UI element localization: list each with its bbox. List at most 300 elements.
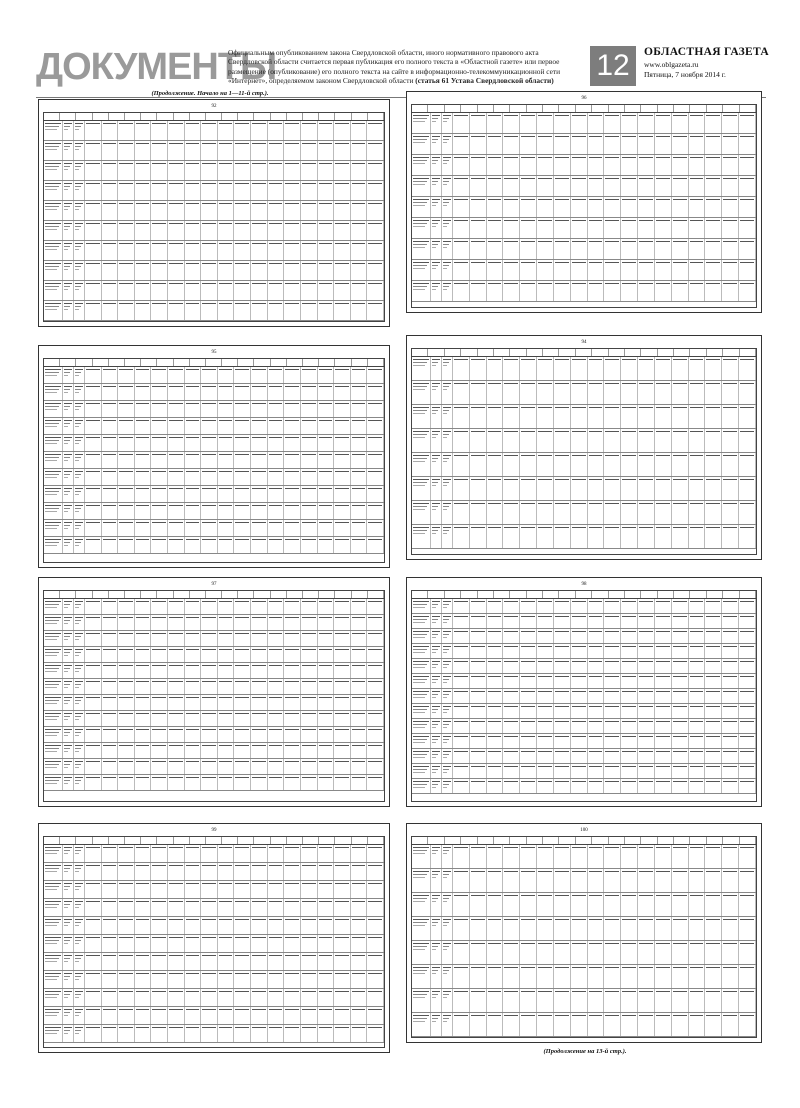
table-cell — [604, 941, 621, 964]
header-cell — [174, 591, 190, 598]
table-cell — [487, 176, 504, 196]
header-cell — [445, 837, 461, 844]
table-cell — [722, 176, 739, 196]
table-cell — [185, 663, 202, 678]
table-cell — [102, 599, 119, 614]
table-cell — [431, 917, 442, 940]
table-cell — [571, 629, 588, 643]
table-cell — [487, 704, 504, 718]
table-cell — [268, 989, 285, 1006]
table-cell — [705, 1013, 722, 1036]
table-cell — [367, 953, 384, 970]
table-cell — [268, 520, 285, 536]
table-row — [412, 869, 756, 893]
table-cell — [554, 779, 571, 793]
table-cell — [604, 525, 621, 548]
table-cell — [318, 384, 335, 400]
table-cell — [520, 674, 537, 688]
table-cell — [503, 197, 520, 217]
table-cell — [301, 599, 318, 614]
table-cell — [442, 599, 453, 613]
table-cell — [367, 881, 384, 898]
table-cell — [185, 161, 202, 180]
table-cell — [268, 695, 285, 710]
table-cell — [135, 899, 152, 916]
header-cell — [641, 591, 657, 598]
table-cell — [588, 689, 605, 703]
table-cell — [102, 435, 119, 451]
header-cell — [157, 591, 173, 598]
table-cell — [168, 953, 185, 970]
table-cell — [442, 965, 453, 988]
table-cell — [487, 614, 504, 628]
table-cell — [412, 134, 431, 154]
table-cell — [102, 520, 119, 536]
table-cell — [520, 155, 537, 175]
table-cell — [722, 599, 739, 613]
table-cell — [672, 779, 689, 793]
table-cell — [284, 599, 301, 614]
table-cell — [118, 469, 135, 485]
table-cell — [168, 201, 185, 220]
table-cell — [74, 301, 85, 320]
table-cell — [672, 644, 689, 658]
header-cell — [707, 105, 723, 112]
table-cell — [151, 1025, 168, 1042]
table-cell — [284, 845, 301, 862]
table-cell — [218, 261, 235, 280]
table-cell — [318, 863, 335, 880]
table-cell — [638, 477, 655, 500]
table-cell — [63, 989, 74, 1006]
table-cell — [453, 845, 470, 868]
table-cell — [44, 384, 63, 400]
table-cell — [251, 141, 268, 160]
table-cell — [470, 917, 487, 940]
table-cell — [118, 261, 135, 280]
table-cell — [44, 971, 63, 988]
table-cell — [85, 759, 102, 774]
header-cell — [510, 837, 526, 844]
table-cell — [118, 1025, 135, 1042]
table-cell — [431, 599, 442, 613]
table-cell — [234, 367, 251, 383]
table-cell — [234, 647, 251, 662]
table-cell — [334, 863, 351, 880]
table-cell — [85, 663, 102, 678]
table-cell — [151, 221, 168, 240]
table-cell — [301, 537, 318, 553]
table-cell — [367, 384, 384, 400]
header-cell — [592, 837, 608, 844]
table-cell — [487, 381, 504, 404]
table-cell — [135, 435, 152, 451]
table-cell — [218, 486, 235, 502]
header-cell — [723, 105, 739, 112]
table-cell — [655, 659, 672, 673]
table-cell — [431, 989, 442, 1012]
table-cell — [367, 679, 384, 694]
table-cell — [537, 501, 554, 524]
table-cell — [151, 181, 168, 200]
table-cell — [85, 679, 102, 694]
table-cell — [739, 405, 756, 428]
table-cell — [151, 935, 168, 952]
table-cell — [638, 869, 655, 892]
header-cell — [510, 105, 526, 112]
table-cell — [234, 469, 251, 485]
table-cell — [621, 113, 638, 133]
table-cell — [351, 301, 368, 320]
table-cell — [85, 452, 102, 468]
header-cell — [44, 591, 60, 598]
table-cell — [453, 704, 470, 718]
table-cell — [689, 429, 706, 452]
table-row — [412, 357, 756, 381]
table-cell — [442, 501, 453, 524]
table-cell — [588, 674, 605, 688]
table-cell — [185, 181, 202, 200]
table-cell — [74, 935, 85, 952]
table-cell — [621, 893, 638, 916]
table-cell — [268, 599, 285, 614]
table-cell — [74, 469, 85, 485]
table-cell — [571, 197, 588, 217]
table-cell — [554, 734, 571, 748]
table-cell — [44, 301, 63, 320]
table-cell — [234, 679, 251, 694]
table-cell — [588, 155, 605, 175]
table-cell — [201, 759, 218, 774]
table-cell — [722, 525, 739, 548]
table-cell — [268, 281, 285, 300]
table-cell — [554, 176, 571, 196]
table-cell — [739, 674, 756, 688]
table-cell — [705, 477, 722, 500]
table-cell — [638, 260, 655, 280]
header-cell — [494, 105, 510, 112]
table-cell — [151, 141, 168, 160]
table-cell — [453, 869, 470, 892]
table-cell — [102, 261, 119, 280]
table-cell — [301, 503, 318, 519]
table-cell — [44, 663, 63, 678]
table-cell — [74, 727, 85, 742]
table-cell — [318, 599, 335, 614]
table-cell — [638, 644, 655, 658]
table-cell — [739, 453, 756, 476]
table-cell — [85, 201, 102, 220]
table-row — [44, 711, 384, 727]
table-cell — [151, 452, 168, 468]
table-cell — [520, 1013, 537, 1036]
table-cell — [74, 161, 85, 180]
table-cell — [442, 893, 453, 916]
header-cell — [238, 359, 254, 366]
paper-url[interactable]: www.oblgazeta.ru — [644, 60, 699, 69]
table-cell — [705, 941, 722, 964]
table-cell — [431, 749, 442, 763]
table-cell — [284, 759, 301, 774]
table-cell — [604, 614, 621, 628]
table-cell — [74, 121, 85, 140]
table-cell — [63, 301, 74, 320]
table-cell — [351, 401, 368, 417]
table-cell — [85, 953, 102, 970]
table-cell — [118, 599, 135, 614]
table-cell — [537, 764, 554, 778]
table-cell — [621, 941, 638, 964]
table-cell — [672, 989, 689, 1012]
table-cell — [520, 614, 537, 628]
table-cell — [689, 614, 706, 628]
table-cell — [318, 953, 335, 970]
table-row — [44, 435, 384, 452]
table-cell — [334, 695, 351, 710]
table-cell — [318, 161, 335, 180]
table-cell — [251, 281, 268, 300]
table-cell — [453, 134, 470, 154]
table-cell — [251, 301, 268, 320]
table-cell — [537, 381, 554, 404]
header-cell — [254, 837, 270, 844]
table-cell — [367, 161, 384, 180]
table-cell — [63, 711, 74, 726]
table-cell — [268, 261, 285, 280]
table-cell — [722, 429, 739, 452]
table-cell — [453, 501, 470, 524]
table-row — [412, 525, 756, 549]
table-cell — [537, 134, 554, 154]
table-cell — [470, 965, 487, 988]
table-cell — [604, 644, 621, 658]
table-cell — [571, 1013, 588, 1036]
table-cell — [234, 486, 251, 502]
table-cell — [739, 917, 756, 940]
table-cell — [118, 917, 135, 934]
table-cell — [351, 711, 368, 726]
header-cell — [287, 359, 303, 366]
table-cell — [168, 775, 185, 790]
table-cell — [351, 161, 368, 180]
table-cell — [301, 663, 318, 678]
table-cell — [351, 775, 368, 790]
table-cell — [168, 727, 185, 742]
table-cell — [604, 764, 621, 778]
table-cell — [318, 486, 335, 502]
table-cell — [85, 469, 102, 485]
table-cell — [118, 384, 135, 400]
table-header — [44, 837, 384, 845]
table-cell — [412, 599, 431, 613]
table-row — [412, 599, 756, 614]
table-cell — [351, 1007, 368, 1024]
table-cell — [470, 989, 487, 1012]
table-row — [44, 469, 384, 486]
table-cell — [520, 779, 537, 793]
table-cell — [503, 155, 520, 175]
table-cell — [284, 241, 301, 260]
table-cell — [218, 452, 235, 468]
header-cell — [543, 349, 559, 356]
table-cell — [74, 1007, 85, 1024]
table-cell — [367, 917, 384, 934]
table-cell — [503, 614, 520, 628]
table-cell — [638, 176, 655, 196]
table-cell — [520, 381, 537, 404]
table-cell — [351, 615, 368, 630]
table-cell — [520, 704, 537, 718]
table-cell — [318, 881, 335, 898]
table-cell — [63, 935, 74, 952]
panel-number: 98 — [581, 582, 587, 587]
table-cell — [487, 155, 504, 175]
table-cell — [63, 241, 74, 260]
table-row — [412, 281, 756, 302]
header-cell — [368, 837, 384, 844]
header-cell — [412, 349, 428, 356]
table-cell — [571, 176, 588, 196]
table-cell — [412, 965, 431, 988]
table-cell — [367, 141, 384, 160]
table-cell — [251, 615, 268, 630]
table-row — [412, 779, 756, 794]
table-cell — [655, 429, 672, 452]
table-cell — [135, 121, 152, 140]
table-cell — [301, 917, 318, 934]
table-cell — [689, 893, 706, 916]
table-cell — [554, 749, 571, 763]
table-cell — [520, 749, 537, 763]
table-cell — [74, 503, 85, 519]
table-cell — [588, 734, 605, 748]
table-cell — [301, 1025, 318, 1042]
table-cell — [503, 599, 520, 613]
header-cell — [319, 591, 335, 598]
table-cell — [655, 357, 672, 380]
table-cell — [234, 435, 251, 451]
table-cell — [487, 941, 504, 964]
table-cell — [588, 941, 605, 964]
header-cell — [190, 113, 206, 120]
table-cell — [689, 281, 706, 301]
table-cell — [571, 704, 588, 718]
table-cell — [118, 845, 135, 862]
table-cell — [537, 749, 554, 763]
table-cell — [218, 743, 235, 758]
table-cell — [588, 869, 605, 892]
table-cell — [571, 659, 588, 673]
table-cell — [503, 134, 520, 154]
table-cell — [351, 261, 368, 280]
table-cell — [487, 917, 504, 940]
header-cell — [335, 591, 351, 598]
table-cell — [705, 357, 722, 380]
table-cell — [503, 719, 520, 733]
table-cell — [102, 241, 119, 260]
header-cell — [254, 113, 270, 120]
table-cell — [151, 201, 168, 220]
table-cell — [453, 381, 470, 404]
table-cell — [301, 520, 318, 536]
table-cell — [655, 218, 672, 238]
table-cell — [453, 734, 470, 748]
table-cell — [487, 477, 504, 500]
table-cell — [334, 631, 351, 646]
table-cell — [74, 241, 85, 260]
table-cell — [588, 719, 605, 733]
table-cell — [118, 727, 135, 742]
table-cell — [487, 659, 504, 673]
table-cell — [655, 501, 672, 524]
table-cell — [74, 899, 85, 916]
table-cell — [251, 899, 268, 916]
table-cell — [351, 384, 368, 400]
table-cell — [739, 525, 756, 548]
header-cell — [174, 359, 190, 366]
table-cell — [168, 261, 185, 280]
table-cell — [503, 176, 520, 196]
table-cell — [722, 218, 739, 238]
table-cell — [487, 689, 504, 703]
table-row — [44, 599, 384, 615]
table-cell — [672, 614, 689, 628]
table-cell — [739, 719, 756, 733]
table-cell — [218, 759, 235, 774]
table-cell — [453, 357, 470, 380]
table-cell — [571, 405, 588, 428]
table-cell — [318, 181, 335, 200]
table-cell — [102, 418, 119, 434]
table-cell — [367, 537, 384, 553]
table-cell — [168, 1007, 185, 1024]
table-cell — [168, 367, 185, 383]
table-cell — [74, 599, 85, 614]
table-cell — [537, 453, 554, 476]
table-cell — [151, 486, 168, 502]
table-row — [44, 663, 384, 679]
table-row — [44, 679, 384, 695]
table-cell — [487, 525, 504, 548]
table-row — [44, 631, 384, 647]
table-cell — [234, 599, 251, 614]
table-cell — [453, 429, 470, 452]
table-cell — [655, 674, 672, 688]
table-cell — [739, 176, 756, 196]
table-cell — [705, 659, 722, 673]
table-cell — [168, 181, 185, 200]
header-cell — [478, 591, 494, 598]
table-cell — [537, 477, 554, 500]
table-cell — [135, 418, 152, 434]
table-cell — [168, 647, 185, 662]
table-cell — [234, 953, 251, 970]
paper-info — [644, 46, 774, 79]
table-cell — [118, 899, 135, 916]
table-cell — [442, 719, 453, 733]
table-cell — [63, 679, 74, 694]
table-cell — [85, 181, 102, 200]
table-cell — [588, 134, 605, 154]
table-cell — [412, 525, 431, 548]
header-cell — [674, 837, 690, 844]
table-cell — [638, 405, 655, 428]
table-cell — [334, 384, 351, 400]
table-cell — [453, 525, 470, 548]
table-cell — [537, 674, 554, 688]
table-cell — [201, 695, 218, 710]
header-cell — [723, 837, 739, 844]
